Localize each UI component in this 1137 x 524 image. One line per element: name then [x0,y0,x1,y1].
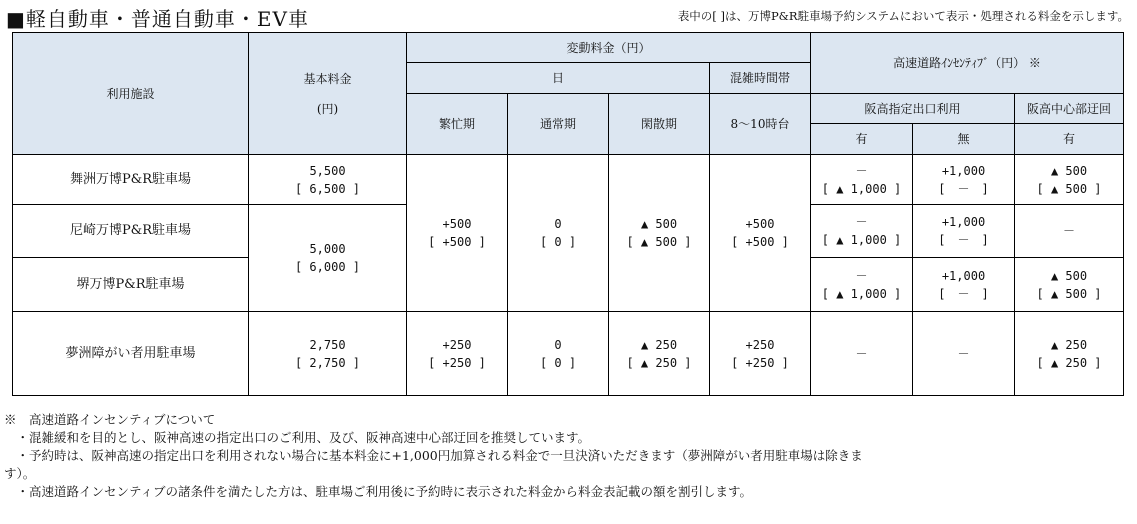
header-center-yes: 有 [1015,124,1124,155]
exit-no-yumeshima [913,312,1015,396]
congestion-fee-system-value: [ +500 ] [731,235,789,249]
footnote-heading: ※ 高速道路インセンティブについて [4,412,216,427]
center-yes-value: ▲ 250 [1050,337,1088,352]
footnote-line: ・高速道路インセンティブの諸条件を満たした方は、駐車場ご利用後に予約時に表示された料金から料金表記載の額を割引します。 [4,484,753,499]
facility-amagasaki: 尼崎万博P&R駐車場 [13,205,249,258]
normal-fee-system-value: [ 0 ] [539,235,577,249]
center-yes-system-value: [ ▲ 250 ] [1036,355,1102,370]
normal-fee-value: 0 [554,337,562,352]
header-base-fee-unit: (円) [316,101,339,116]
exit-yes-system-value: [ ▲ 1,000 ] [821,181,902,196]
header-base-fee-label: 基本料金 [303,71,352,86]
exit-yes-value: － [855,163,868,178]
base-fee-value: 5,000 [309,242,346,256]
footnote-line: ・混雑緩和を目的とし、阪神高速の指定出口のご利用、及び、阪神高速中心部迂回を推奨しています。 [4,430,591,445]
busy-fee-value: +250 [442,337,472,352]
header-busy: 繁忙期 [407,94,508,155]
base-fee-system-value: [ 6,500 ] [294,181,361,196]
exit-yes-value: － [855,346,868,361]
base-fee-value: 5,500 [309,163,346,178]
exit-yes-value: － [855,268,868,283]
center-yes-system-value: [ ▲ 500 ] [1036,286,1102,301]
congestion-fee-shared [710,155,811,312]
header-highway-incentive: 高速道路ｲﾝｾﾝﾃｨﾌﾞ（円） ※ [811,33,1124,94]
normal-fee-system-value: [ 0 ] [539,355,577,370]
exit-no-system-value: [ － ] [938,181,989,196]
exit-no-system-value: [ － ] [938,233,989,247]
busy-fee-yumeshima [407,312,508,396]
normal-fee-shared [508,155,609,312]
header-congestion: 混雑時間帯 [710,63,811,94]
exit-no-sakai [913,258,1015,312]
facility-maishima: 舞洲万博P&R駐車場 [13,155,249,205]
center-yes-sakai [1015,258,1124,312]
busy-fee-system-value: [ +250 ] [428,355,486,370]
header-exit-no: 無 [913,124,1015,155]
center-yes-system-value: [ ▲ 500 ] [1036,181,1102,196]
header-normal: 通常期 [508,94,609,155]
exit-no-value: +1,000 [941,163,986,178]
fee-table [12,32,1124,396]
offpeak-fee-value: ▲ 250 [640,337,678,352]
header-hanshin-exit: 阪高指定出口利用 [811,94,1015,124]
congestion-fee-value: +500 [745,217,775,231]
center-yes-amagasaki [1015,205,1124,258]
congestion-fee-system-value: [ +250 ] [731,355,789,370]
busy-fee-value: +500 [442,217,472,231]
header-exit-yes: 有 [811,124,913,155]
header-offpeak: 閑散期 [609,94,710,155]
base-fee-system-value: [ 2,750 ] [294,355,361,370]
base-fee-maishima [249,155,407,205]
busy-fee-system-value: [ +500 ] [428,235,486,249]
center-yes-value: ▲ 500 [1050,163,1088,178]
normal-fee-yumeshima [508,312,609,396]
exit-no-value: +1,000 [941,268,986,283]
busy-fee-shared [407,155,508,312]
page-header [4,0,1137,30]
bracket-note: 表中の[ ]は、万博P&R駐車場予約システムにおいて表示・処理される料金を示します。 [677,9,1129,23]
offpeak-fee-system-value: [ ▲ 250 ] [626,355,692,370]
footnote-line: ・予約時は、阪神高速の指定出口を利用されない場合に基本料金に+1,000円加算される料金で一旦決済いただきます（夢洲障がい者用駐車場は除きま [4,448,863,463]
facility-sakai: 堺万博P&R駐車場 [13,258,249,312]
header-time-8-10: 8～10時台 [710,94,811,155]
offpeak-fee-yumeshima [609,312,710,396]
exit-yes-yumeshima [811,312,913,396]
header-hanshin-center: 阪高中心部迂回 [1015,94,1124,124]
offpeak-fee-value: ▲ 500 [640,217,678,231]
center-yes-yumeshima [1015,312,1124,396]
exit-no-value: +1,000 [941,215,986,229]
exit-yes-system-value: [ ▲ 1,000 ] [821,233,902,247]
exit-no-amagasaki [913,205,1015,258]
center-yes-value: － [1063,224,1076,238]
normal-fee-value: 0 [554,217,562,231]
congestion-fee-value: +250 [745,337,775,352]
center-yes-value: ▲ 500 [1050,268,1088,283]
header-base-fee [249,33,407,155]
footnote-line: す）。 [4,466,36,481]
exit-yes-system-value: [ ▲ 1,000 ] [821,286,902,301]
base-fee-system-value: [ 6,000 ] [294,260,361,274]
header-variable-fee: 変動料金（円） [407,33,811,63]
congestion-fee-yumeshima [710,312,811,396]
exit-no-system-value: [ － ] [938,286,989,301]
base-fee-value: 2,750 [309,337,346,352]
center-yes-maishima [1015,155,1124,205]
footnotes [4,411,1134,501]
exit-no-value: － [957,346,970,361]
section-title: ■軽自動車・普通自動車・EV車 [6,7,309,31]
exit-yes-amagasaki [811,205,913,258]
base-fee-yumeshima [249,312,407,396]
offpeak-fee-system-value: [ ▲ 500 ] [626,235,692,249]
facility-yumeshima: 夢洲障がい者用駐車場 [13,312,249,396]
exit-yes-value: － [855,215,868,229]
exit-yes-maishima [811,155,913,205]
offpeak-fee-shared [609,155,710,312]
header-facility: 利用施設 [13,33,249,155]
exit-yes-sakai [811,258,913,312]
exit-no-maishima [913,155,1015,205]
header-day: 日 [407,63,710,94]
base-fee-shared [249,205,407,312]
